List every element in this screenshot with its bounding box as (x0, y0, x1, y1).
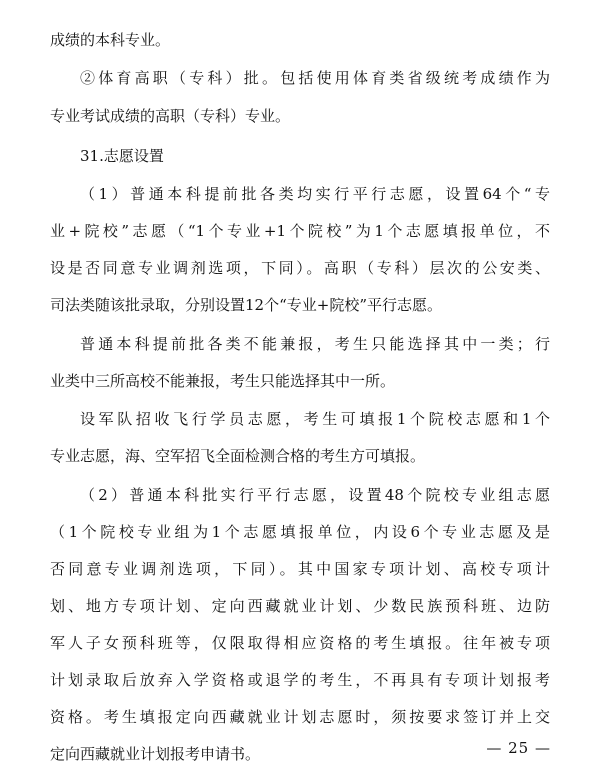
text-line: 专业考试成绩的高职（专科）专业。 (50, 107, 291, 125)
text-line: 军人子女预科班等，仅限取得相应资格的考生填报。往年被专项 (50, 634, 550, 652)
text-line: 专业志愿，海、空军招飞全面检测合格的考生方可填报。 (50, 447, 426, 465)
text-line: （2）普通本科批实行平行志愿，设置48个院校专业组志愿 (80, 486, 550, 504)
text-line: 定向西藏就业计划报考申请书。 (50, 745, 261, 763)
text-line: （1）普通本科提前批各类均实行平行志愿，设置64个“专 (80, 185, 550, 203)
section-heading: 31.志愿设置 (80, 147, 164, 165)
text-line: 司法类随该批录取，分别设置12个“专业+院校”平行志愿。 (50, 296, 442, 314)
page-number: — 25 — (486, 739, 551, 757)
text-line: 资格。考生填报定向西藏就业计划志愿时，须按要求签订并上交 (50, 708, 550, 726)
text-line: 计划录取后放弃入学资格或退学的考生，不再具有专项计划报考 (50, 671, 550, 689)
text-line: 设军队招收飞行学员志愿，考生可填报1个院校志愿和1个 (80, 410, 550, 428)
text-line: 设是否同意专业调剂选项，下同）。高职（专科）层次的公安类、 (50, 259, 550, 277)
text-line: （1个院校专业组为1个志愿填报单位，内设6个专业志愿及是 (50, 523, 550, 541)
text-line: ②体育高职（专科）批。包括使用体育类省级统考成绩作为 (80, 69, 550, 87)
text-line: 划、地方专项计划、定向西藏就业计划、少数民族预科班、边防 (50, 597, 550, 615)
text-line: 普通本科提前批各类不能兼报，考生只能选择其中一类；行 (80, 335, 550, 353)
text-line: 成绩的本科专业。 (50, 31, 171, 49)
text-line: 业类中三所高校不能兼报，考生只能选择其中一所。 (50, 372, 396, 390)
text-line: 业+院校”志愿（“1个专业+1个院校”为1个志愿填报单位，不 (50, 222, 550, 240)
text-line: 否同意专业调剂选项，下同）。其中国家专项计划、高校专项计 (50, 560, 550, 578)
